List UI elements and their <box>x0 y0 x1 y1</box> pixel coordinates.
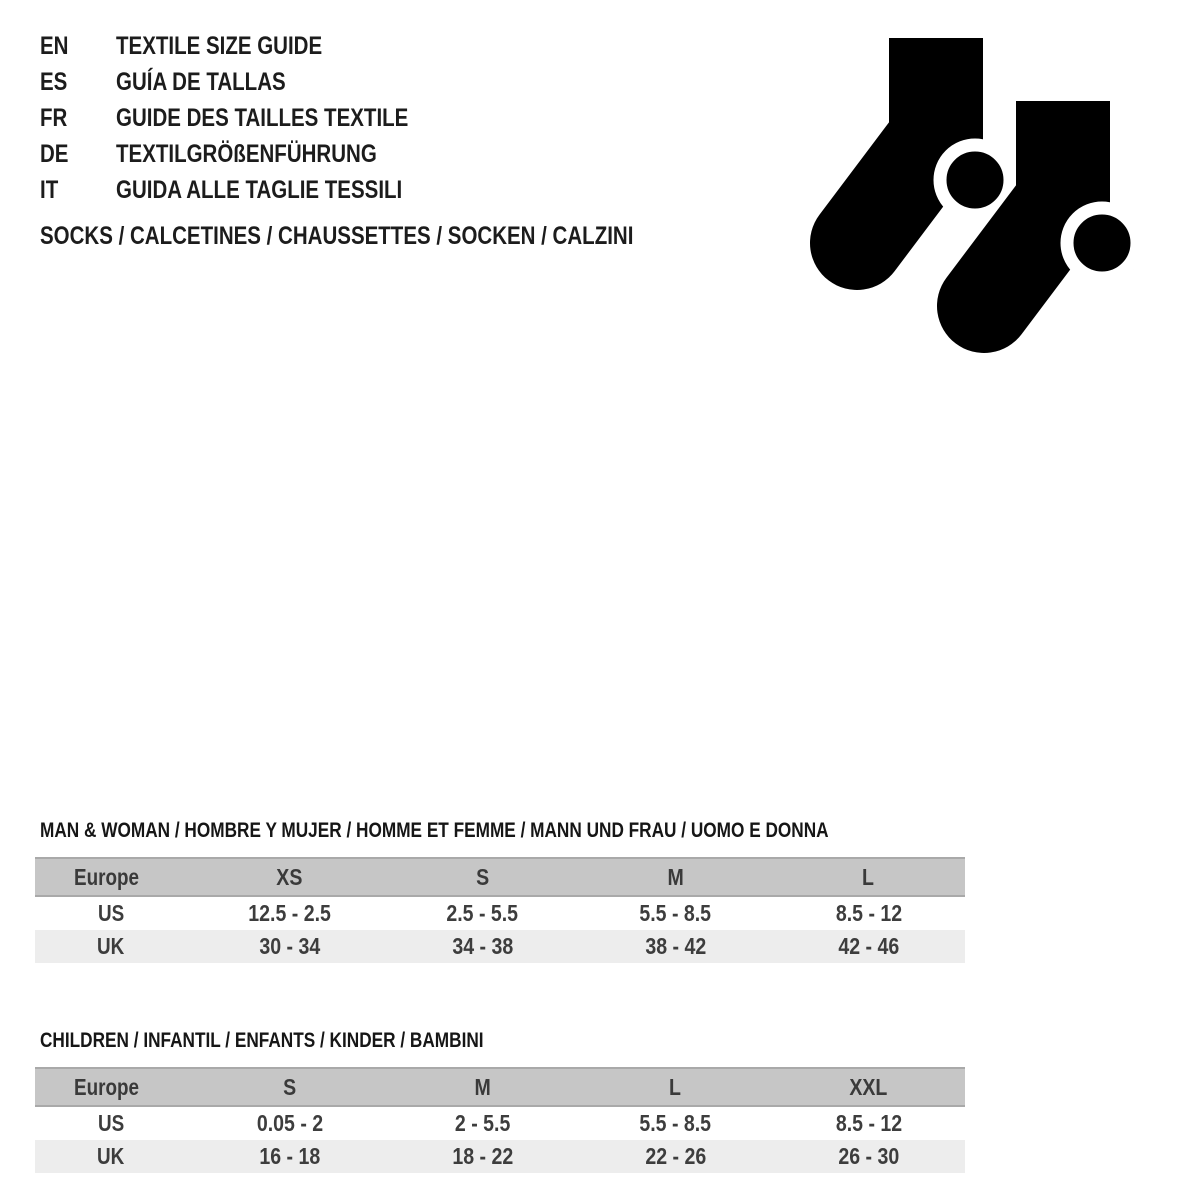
size-cell: 22 - 26 <box>579 1140 772 1173</box>
size-cell: 2 - 5.5 <box>386 1106 579 1140</box>
table-row-uk <box>35 930 965 963</box>
category-title: SOCKS / CALCETINES / CHAUSSETTES / SOCKEN / CALZINI <box>40 222 634 250</box>
socks-icon <box>800 20 1160 360</box>
language-code: DE <box>40 139 69 168</box>
row-label: US <box>35 1106 193 1140</box>
column-header-size: M <box>386 1068 579 1106</box>
size-table-section-adults <box>35 818 965 963</box>
language-title: GUÍA DE TALLAS <box>116 67 286 96</box>
table-row-us <box>35 1106 965 1140</box>
column-header-region: Europe <box>35 858 193 896</box>
language-list <box>40 28 473 208</box>
table-row-uk <box>35 1140 965 1173</box>
column-header-size: M <box>579 858 772 896</box>
language-row-it <box>40 172 473 208</box>
column-header-region: Europe <box>35 1068 193 1106</box>
language-title: GUIDE DES TAILLES TEXTILE <box>116 103 409 132</box>
column-header-size: S <box>193 1068 386 1106</box>
language-title: TEXTILGRÖßENFÜHRUNG <box>116 139 377 168</box>
column-header-size: XS <box>193 858 386 896</box>
table-title-children: CHILDREN / INFANTIL / ENFANTS / KINDER / BAMBINI <box>40 1029 484 1052</box>
language-title: GUIDA ALLE TAGLIE TESSILI <box>116 175 403 204</box>
language-row-fr <box>40 100 473 136</box>
language-row-de <box>40 136 473 172</box>
language-row-es <box>40 64 473 100</box>
row-label: US <box>35 896 193 930</box>
size-cell: 5.5 - 8.5 <box>579 1106 772 1140</box>
language-code: IT <box>40 175 59 204</box>
table-row-us <box>35 896 965 930</box>
header-row <box>35 858 965 896</box>
header-row <box>35 1068 965 1106</box>
size-cell: 34 - 38 <box>386 930 579 963</box>
language-code: EN <box>40 31 69 60</box>
column-header-size: L <box>772 858 965 896</box>
language-code: FR <box>40 103 68 132</box>
row-label: UK <box>35 930 193 963</box>
size-cell: 38 - 42 <box>579 930 772 963</box>
size-table-children <box>35 1067 965 1173</box>
size-cell: 26 - 30 <box>772 1140 965 1173</box>
column-header-size: S <box>386 858 579 896</box>
language-code: ES <box>40 67 68 96</box>
size-cell: 8.5 - 12 <box>772 1106 965 1140</box>
table-title-adults: MAN & WOMAN / HOMBRE Y MUJER / HOMME ET FEMME / MANN UND FRAU / UOMO E DONNA <box>40 819 829 842</box>
size-table-adults <box>35 857 965 963</box>
language-row-en <box>40 28 473 64</box>
size-cell: 8.5 - 12 <box>772 896 965 930</box>
size-table-section-children <box>35 1028 965 1173</box>
size-cell: 0.05 - 2 <box>193 1106 386 1140</box>
size-cell: 2.5 - 5.5 <box>386 896 579 930</box>
size-cell: 16 - 18 <box>193 1140 386 1173</box>
size-cell: 42 - 46 <box>772 930 965 963</box>
size-cell: 5.5 - 8.5 <box>579 896 772 930</box>
column-header-size: L <box>579 1068 772 1106</box>
language-title: TEXTILE SIZE GUIDE <box>116 31 323 60</box>
row-label: UK <box>35 1140 193 1173</box>
size-cell: 30 - 34 <box>193 930 386 963</box>
size-cell: 12.5 - 2.5 <box>193 896 386 930</box>
size-cell: 18 - 22 <box>386 1140 579 1173</box>
column-header-size: XXL <box>772 1068 965 1106</box>
